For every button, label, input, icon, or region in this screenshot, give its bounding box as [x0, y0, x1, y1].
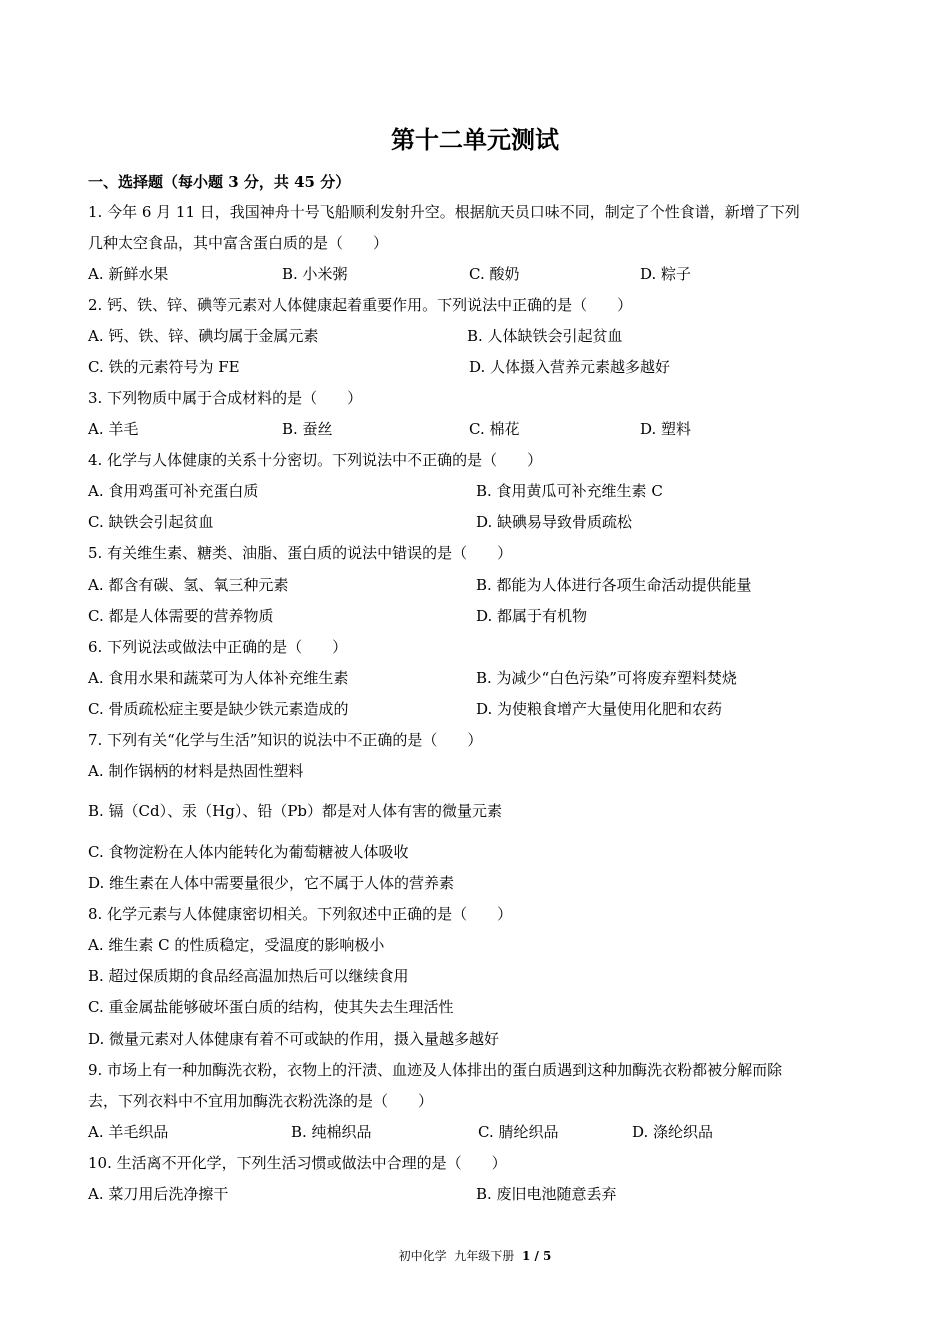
question-9-stem-line1: 9. 市场上有一种加酶洗衣粉，衣物上的汗渍、血迹及人体排出的蛋白质遇到这种加酶洗衣粉都被分解而除 — [88, 1061, 783, 1079]
question-6-option-c: C. 骨质疏松症主要是缺少铁元素造成的 — [88, 700, 349, 718]
question-3-option-d: D. 塑料 — [640, 420, 692, 438]
question-5-option-a: A. 都含有碳、氢、氧三种元素 — [88, 576, 289, 594]
question-8-option-a: A. 维生素 C 的性质稳定，受温度的影响极小 — [88, 936, 385, 954]
question-6-stem: 6. 下列说法或做法中正确的是（ ） — [88, 638, 348, 656]
question-10-option-b: B. 废旧电池随意丢弃 — [476, 1185, 617, 1203]
question-3-option-b: B. 蚕丝 — [282, 420, 333, 438]
question-8-option-c: C. 重金属盐能够破坏蛋白质的结构，使其失去生理活性 — [88, 998, 454, 1016]
page-title: 第十二单元测试 — [391, 125, 559, 154]
section-heading: 一、选择题（每小题 3 分，共 45 分） — [88, 173, 351, 191]
question-8-stem: 8. 化学元素与人体健康密切相关。下列叙述中正确的是（ ） — [88, 905, 513, 923]
question-7-option-d: D. 维生素在人体中需要量很少，它不属于人体的营养素 — [88, 874, 455, 892]
question-9-option-c: C. 腈纶织品 — [478, 1123, 559, 1141]
question-4-option-b: B. 食用黄瓜可补充维生素 C — [476, 482, 663, 500]
question-10-option-a: A. 菜刀用后洗净擦干 — [88, 1185, 229, 1203]
question-10-stem: 10. 生活离不开化学，下列生活习惯或做法中合理的是（ ） — [88, 1154, 507, 1172]
question-2-option-b: B. 人体缺铁会引起贫血 — [467, 327, 623, 345]
question-7-option-c: C. 食物淀粉在人体内能转化为葡萄糖被人体吸收 — [88, 843, 409, 861]
footer-subject: 初中化学 — [398, 1249, 447, 1263]
question-2-option-c: C. 铁的元素符号为 FE — [88, 358, 240, 376]
question-5-stem: 5. 有关维生素、糖类、油脂、蛋白质的说法中错误的是（ ） — [88, 544, 513, 562]
footer-page-number: 1 / 5 — [521, 1249, 552, 1263]
question-5-option-d: D. 都属于有机物 — [476, 607, 588, 625]
footer-grade: 九年级下册 — [454, 1249, 515, 1263]
question-1-stem-line1: 1. 今年 6 月 11 日，我国神舟十号飞船顺利发射升空。根据航天员口味不同，制定了个性食谱，新增了下列 — [88, 203, 800, 221]
question-1-option-c: C. 酸奶 — [469, 265, 520, 283]
question-4-option-c: C. 缺铁会引起贫血 — [88, 513, 214, 531]
question-9-option-a: A. 羊毛织品 — [88, 1123, 169, 1141]
question-1-option-d: D. 粽子 — [640, 265, 692, 283]
question-4-stem: 4. 化学与人体健康的关系十分密切。下列说法中不正确的是（ ） — [88, 451, 543, 469]
question-6-option-a: A. 食用水果和蔬菜可为人体补充维生素 — [88, 669, 349, 687]
question-6-option-b: B. 为减少“白色污染”可将废弃塑料焚烧 — [476, 669, 737, 687]
page-footer — [0, 1248, 950, 1264]
question-9-option-d: D. 涤纶织品 — [632, 1123, 714, 1141]
question-9-stem-line2: 去，下列衣料中不宜用加酶洗衣粉洗涤的是（ ） — [88, 1092, 434, 1110]
question-1-option-b: B. 小米粥 — [282, 265, 348, 283]
question-4-option-d: D. 缺碘易导致骨质疏松 — [476, 513, 633, 531]
question-2-stem: 2. 钙、铁、锌、碘等元素对人体健康起着重要作用。下列说法中正确的是（ ） — [88, 296, 633, 314]
question-9-option-b: B. 纯棉织品 — [291, 1123, 372, 1141]
question-1-stem-line2: 几种太空食品，其中富含蛋白质的是（ ） — [88, 234, 389, 252]
question-7-option-a: A. 制作锅柄的材料是热固性塑料 — [88, 762, 304, 780]
question-7-stem: 7. 下列有关“化学与生活”知识的说法中不正确的是（ ） — [88, 731, 483, 749]
question-4-option-a: A. 食用鸡蛋可补充蛋白质 — [88, 482, 259, 500]
question-5-option-c: C. 都是人体需要的营养物质 — [88, 607, 274, 625]
question-3-option-c: C. 棉花 — [469, 420, 520, 438]
question-5-option-b: B. 都能为人体进行各项生命活动提供能量 — [476, 576, 752, 594]
question-8-option-d: D. 微量元素对人体健康有着不可或缺的作用，摄入量越多越好 — [88, 1030, 500, 1048]
question-6-option-d: D. 为使粮食增产大量使用化肥和农药 — [476, 700, 723, 718]
question-3-stem: 3. 下列物质中属于合成材料的是（ ） — [88, 389, 363, 407]
question-1-option-a: A. 新鲜水果 — [88, 265, 169, 283]
question-3-option-a: A. 羊毛 — [88, 420, 139, 438]
question-8-option-b: B. 超过保质期的食品经高温加热后可以继续食用 — [88, 967, 409, 985]
question-2-option-a: A. 钙、铁、锌、碘均属于金属元素 — [88, 327, 319, 345]
question-7-option-b: B. 镉（Cd）、汞（Hg）、铅（Pb）都是对人体有害的微量元素 — [88, 802, 503, 820]
question-2-option-d: D. 人体摄入营养元素越多越好 — [469, 358, 671, 376]
